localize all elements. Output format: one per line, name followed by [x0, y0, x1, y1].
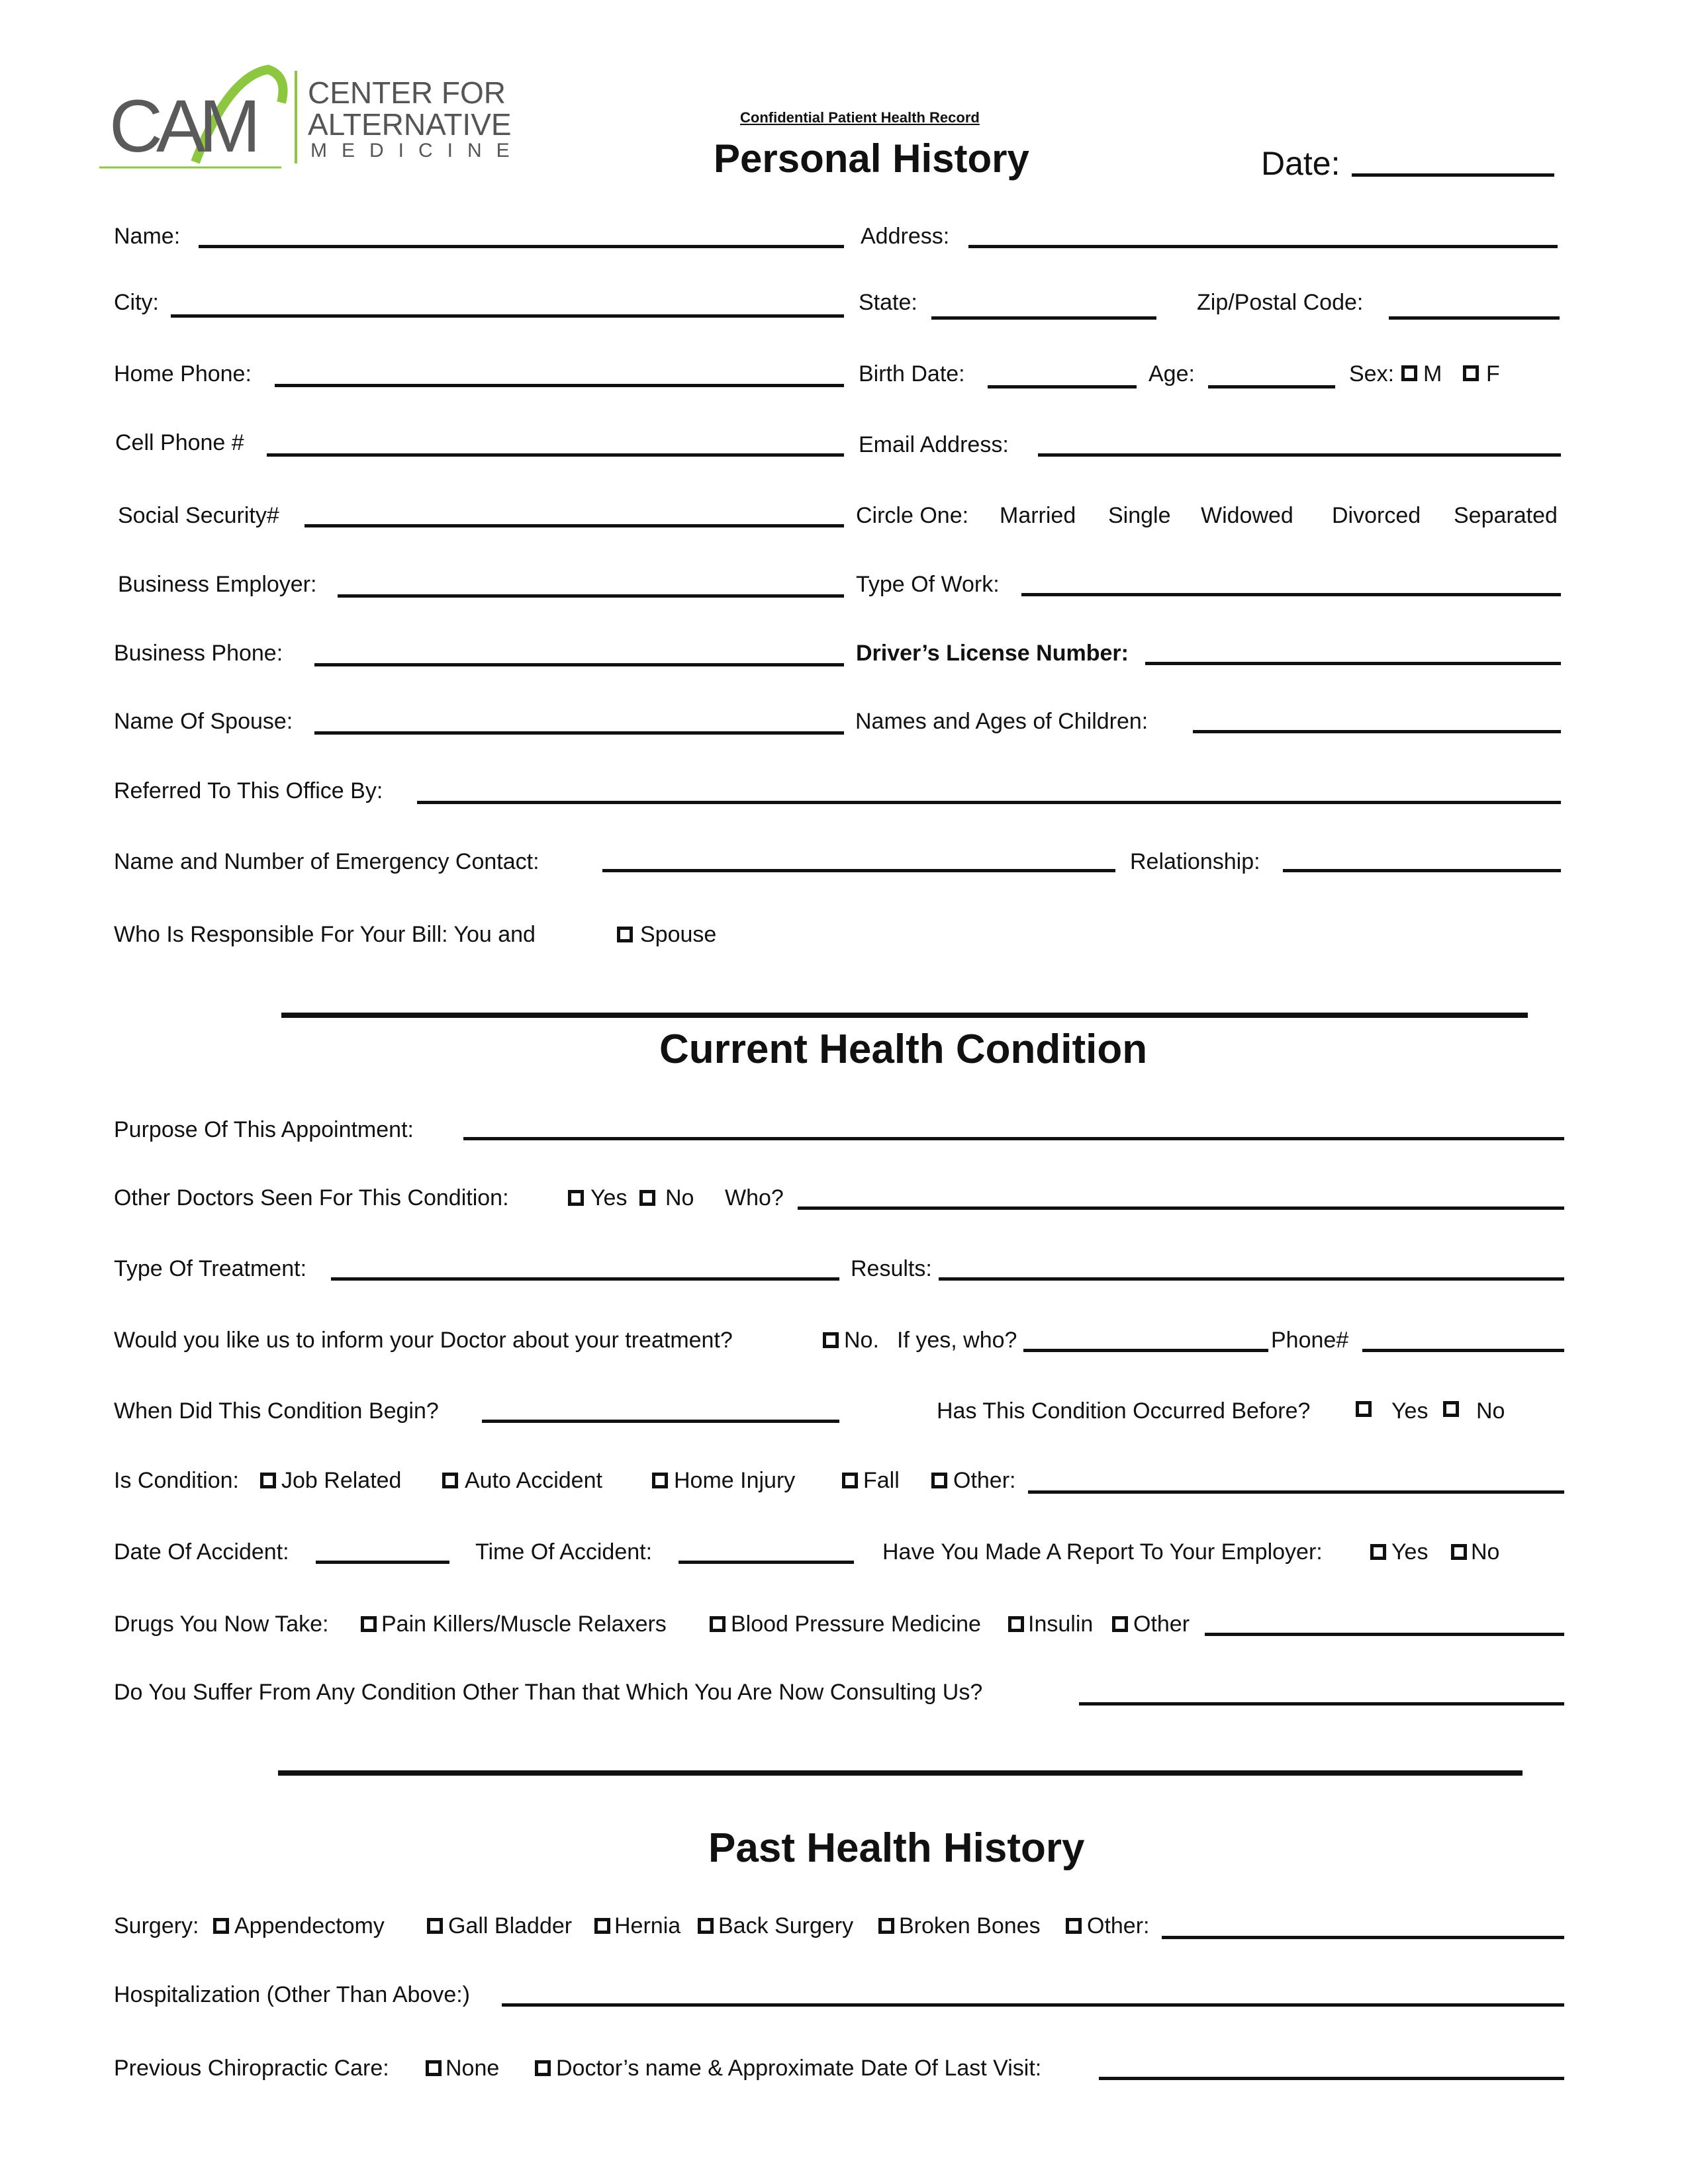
condition-other-label: Other:	[953, 1468, 1016, 1493]
hospitalization-field[interactable]	[502, 2003, 1564, 2007]
job-related-label: Job Related	[281, 1468, 402, 1493]
inform-no-checkbox[interactable]	[823, 1332, 839, 1348]
report-no-checkbox[interactable]	[1451, 1544, 1467, 1560]
hernia-checkbox[interactable]	[594, 1918, 610, 1934]
chiro-doctor-label: Doctor’s name & Approximate Date Of Last Visit:	[556, 2056, 1042, 2081]
if-yes-who-label: If yes, who?	[897, 1328, 1017, 1353]
suffer-label: Do You Suffer From Any Condition Other Than that Which You Are Now Consulting Us?	[114, 1680, 983, 1705]
state-label: State:	[859, 290, 917, 315]
spouse-name-label: Name Of Spouse:	[114, 709, 293, 734]
surgery-other-checkbox[interactable]	[1066, 1918, 1082, 1934]
drivers-license-label: Driver’s License Number:	[856, 641, 1129, 666]
confidential-label: Confidential Patient Health Record	[740, 109, 980, 126]
broken-bones-checkbox[interactable]	[878, 1918, 894, 1934]
drug-other-label: Other	[1133, 1612, 1190, 1637]
who-label: Who?	[725, 1185, 784, 1210]
if-yes-who-field[interactable]	[1023, 1349, 1268, 1352]
bill-label: Who Is Responsible For Your Bill: You and	[114, 922, 536, 947]
phone-field[interactable]	[1362, 1349, 1564, 1352]
other-doctors-yes-label: Yes	[590, 1185, 628, 1210]
insulin-label: Insulin	[1028, 1612, 1094, 1637]
past-health-title: Past Health History	[708, 1825, 1085, 1871]
occurred-yes-checkbox[interactable]	[1356, 1401, 1372, 1417]
logo-line3: MEDICINE	[310, 140, 524, 161]
birth-date-field[interactable]	[988, 385, 1137, 388]
report-label: Have You Made A Report To Your Employer:	[882, 1539, 1323, 1565]
other-doctors-yes-checkbox[interactable]	[568, 1190, 584, 1206]
fall-checkbox[interactable]	[842, 1473, 858, 1488]
results-field[interactable]	[939, 1277, 1564, 1281]
accident-time-label: Time Of Accident:	[475, 1539, 653, 1565]
appendectomy-label: Appendectomy	[234, 1913, 385, 1938]
logo-line2: ALTERNATIVE	[308, 107, 512, 142]
emergency-label: Name and Number of Emergency Contact:	[114, 849, 539, 874]
is-condition-label: Is Condition:	[114, 1468, 239, 1493]
address-label: Address:	[861, 224, 950, 249]
appendectomy-checkbox[interactable]	[213, 1918, 229, 1934]
began-field[interactable]	[482, 1420, 839, 1423]
type-of-work-label: Type Of Work:	[856, 572, 1000, 597]
accident-time-field[interactable]	[679, 1561, 854, 1564]
bp-label: Blood Pressure Medicine	[731, 1612, 981, 1637]
occurred-before-label: Has This Condition Occurred Before?	[937, 1398, 1311, 1424]
chiro-none-label: None	[445, 2056, 500, 2081]
began-label: When Did This Condition Begin?	[114, 1398, 439, 1424]
children-label: Names and Ages of Children:	[855, 709, 1149, 734]
condition-other-field[interactable]	[1028, 1490, 1564, 1494]
treatment-label: Type Of Treatment:	[114, 1256, 307, 1281]
occurred-no-checkbox[interactable]	[1443, 1401, 1459, 1417]
employer-field[interactable]	[338, 594, 844, 598]
home-injury-label: Home Injury	[674, 1468, 796, 1493]
other-doctors-no-checkbox[interactable]	[639, 1190, 655, 1206]
circle-one-label: Circle One:	[856, 503, 969, 528]
date-label: Date:	[1261, 145, 1340, 182]
job-related-checkbox[interactable]	[260, 1473, 276, 1488]
pain-label: Pain Killers/Muscle Relaxers	[381, 1612, 667, 1637]
section-divider-2	[278, 1770, 1523, 1776]
report-yes-checkbox[interactable]	[1370, 1544, 1386, 1560]
occurred-no-label: No	[1476, 1398, 1505, 1424]
drivers-license-field[interactable]	[1145, 662, 1561, 665]
business-phone-field[interactable]	[314, 663, 844, 666]
gall-checkbox[interactable]	[427, 1918, 443, 1934]
drug-other-checkbox[interactable]	[1112, 1616, 1128, 1632]
zip-field[interactable]	[1389, 316, 1560, 320]
ssn-label: Social Security#	[118, 503, 279, 528]
drugs-label: Drugs You Now Take:	[114, 1612, 329, 1637]
auto-accident-checkbox[interactable]	[442, 1473, 458, 1488]
sex-label: Sex:	[1349, 361, 1395, 387]
city-field[interactable]	[171, 314, 844, 318]
fall-label: Fall	[863, 1468, 900, 1493]
home-injury-checkbox[interactable]	[652, 1473, 668, 1488]
back-surgery-checkbox[interactable]	[698, 1918, 714, 1934]
referred-label: Referred To This Office By:	[114, 778, 383, 803]
drug-other-field[interactable]	[1205, 1633, 1564, 1636]
age-field[interactable]	[1208, 385, 1335, 388]
bill-spouse-checkbox[interactable]	[617, 927, 633, 942]
logo-divider	[295, 71, 297, 163]
state-field[interactable]	[931, 316, 1156, 320]
age-label: Age:	[1149, 361, 1195, 387]
sex-m-label: M	[1423, 361, 1442, 387]
name-label: Name:	[114, 224, 181, 249]
insulin-checkbox[interactable]	[1008, 1616, 1024, 1632]
marital-married[interactable]: Married	[1000, 503, 1076, 528]
zip-label: Zip/Postal Code:	[1197, 290, 1364, 315]
section-divider-1	[281, 1013, 1528, 1018]
report-no-label: No	[1471, 1539, 1500, 1565]
condition-other-checkbox[interactable]	[931, 1473, 947, 1488]
referred-field[interactable]	[417, 801, 1561, 804]
bp-checkbox[interactable]	[710, 1616, 726, 1632]
address-field[interactable]	[968, 245, 1558, 248]
sex-f-checkbox[interactable]	[1463, 365, 1479, 381]
suffer-field[interactable]	[1079, 1702, 1564, 1706]
logo-mark: CAM	[109, 85, 254, 167]
sex-f-label: F	[1486, 361, 1500, 387]
back-surgery-label: Back Surgery	[718, 1913, 854, 1938]
other-doctors-no-label: No	[665, 1185, 694, 1210]
logo-line1: CENTER FOR	[308, 75, 506, 110]
cell-phone-label: Cell Phone #	[115, 430, 244, 455]
chiro-label: Previous Chiropractic Care:	[114, 2056, 389, 2081]
home-phone-field[interactable]	[275, 384, 844, 387]
report-yes-label: Yes	[1391, 1539, 1429, 1565]
employer-label: Business Employer:	[118, 572, 317, 597]
business-phone-label: Business Phone:	[114, 641, 283, 666]
marital-divorced[interactable]: Divorced	[1332, 503, 1421, 528]
ssn-field[interactable]	[305, 524, 844, 527]
occurred-yes-label: Yes	[1391, 1398, 1429, 1424]
broken-bones-label: Broken Bones	[899, 1913, 1041, 1938]
phone-label: Phone#	[1271, 1328, 1349, 1353]
who-field[interactable]	[798, 1206, 1564, 1210]
relationship-field[interactable]	[1283, 869, 1561, 872]
chiro-none-checkbox[interactable]	[426, 2060, 442, 2076]
chiro-doctor-field[interactable]	[1099, 2077, 1564, 2080]
birth-date-label: Birth Date:	[859, 361, 965, 387]
treatment-field[interactable]	[331, 1277, 839, 1281]
surgery-other-label: Other:	[1087, 1913, 1150, 1938]
results-label: Results:	[851, 1256, 932, 1281]
hernia-label: Hernia	[614, 1913, 681, 1938]
purpose-label: Purpose Of This Appointment:	[114, 1117, 414, 1142]
type-of-work-field[interactable]	[1021, 593, 1561, 596]
date-field[interactable]	[1352, 173, 1554, 177]
inform-label: Would you like us to inform your Doctor about your treatment?	[114, 1328, 733, 1353]
accident-date-label: Date Of Accident:	[114, 1539, 289, 1565]
logo	[96, 63, 526, 175]
sex-m-checkbox[interactable]	[1401, 365, 1417, 381]
purpose-field[interactable]	[463, 1137, 1564, 1140]
other-doctors-label: Other Doctors Seen For This Condition:	[114, 1185, 509, 1210]
surgery-label: Surgery:	[114, 1913, 199, 1938]
marital-single[interactable]: Single	[1108, 503, 1171, 528]
city-label: City:	[114, 290, 159, 315]
accident-date-field[interactable]	[316, 1561, 449, 1564]
bill-spouse-label: Spouse	[640, 922, 717, 947]
spouse-name-field[interactable]	[314, 731, 844, 735]
gall-label: Gall Bladder	[448, 1913, 573, 1938]
email-label: Email Address:	[859, 432, 1009, 457]
page-title: Personal History	[714, 136, 1029, 181]
chiro-doctor-checkbox[interactable]	[535, 2060, 551, 2076]
emergency-field[interactable]	[602, 869, 1115, 872]
children-field[interactable]	[1193, 730, 1561, 733]
home-phone-label: Home Phone:	[114, 361, 252, 387]
name-field[interactable]	[199, 245, 844, 248]
current-health-title: Current Health Condition	[659, 1026, 1148, 1072]
auto-accident-label: Auto Accident	[465, 1468, 602, 1493]
surgery-other-field[interactable]	[1162, 1936, 1564, 1939]
hospitalization-label: Hospitalization (Other Than Above:)	[114, 1982, 470, 2007]
marital-separated[interactable]: Separated	[1454, 503, 1558, 528]
email-field[interactable]	[1038, 453, 1561, 457]
marital-widowed[interactable]: Widowed	[1201, 503, 1293, 528]
inform-no-label: No.	[844, 1328, 879, 1353]
pain-checkbox[interactable]	[361, 1616, 377, 1632]
relationship-label: Relationship:	[1130, 849, 1260, 874]
cell-phone-field[interactable]	[267, 453, 844, 457]
